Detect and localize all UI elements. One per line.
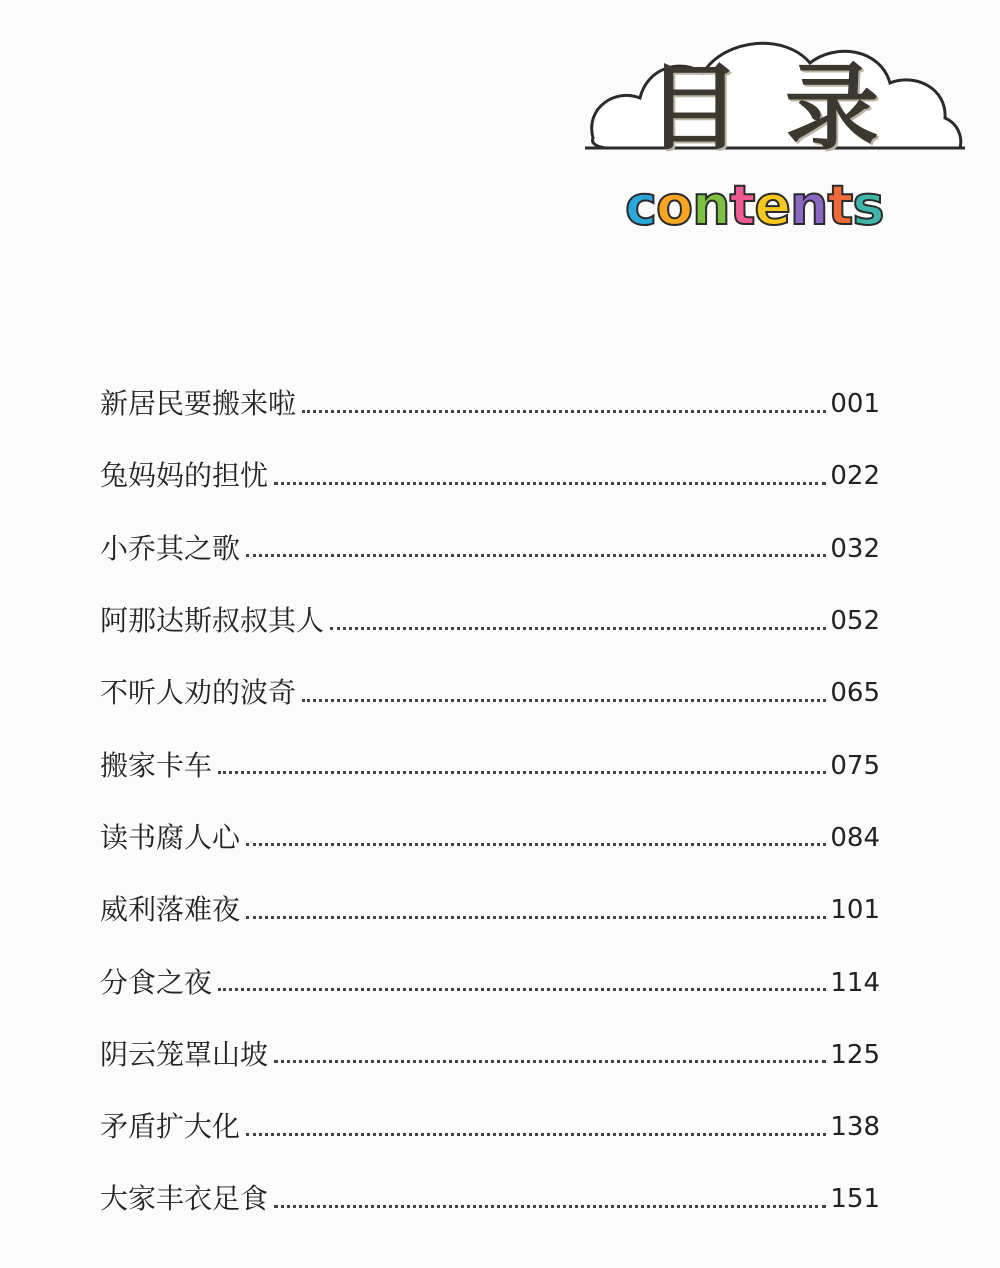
toc-entry[interactable] (100, 946, 880, 1018)
toc-entry[interactable] (100, 657, 880, 729)
toc-entry-page-number: 114 (830, 967, 880, 998)
toc-entry-page-number: 022 (830, 461, 880, 492)
toc-entry-title: 阿那达斯叔叔其人 (100, 604, 325, 638)
dotted-leader (274, 482, 826, 485)
toc-entry-title: 兔妈妈的担忧 (100, 459, 269, 493)
contents-letter: n (790, 174, 829, 237)
contents-letter: c (625, 174, 658, 237)
toc-entry-page-number: 075 (830, 750, 880, 781)
dotted-leader (246, 1133, 826, 1136)
dotted-leader (302, 410, 826, 413)
toc-entry-page-number: 065 (830, 678, 880, 709)
toc-entry-page-number: 101 (830, 895, 880, 926)
dotted-leader (218, 988, 826, 991)
dotted-leader (274, 1205, 826, 1208)
toc-entry-page-number: 138 (830, 1112, 880, 1143)
toc-entry[interactable] (100, 585, 880, 657)
toc-entry[interactable] (100, 513, 880, 585)
toc-entry-title: 大家丰衣足食 (100, 1182, 269, 1216)
toc-entry[interactable] (100, 368, 880, 440)
toc-entry[interactable] (100, 802, 880, 874)
contents-letter: o (656, 174, 694, 237)
toc-entry-title: 不听人劝的波奇 (100, 676, 297, 710)
toc-entry-page-number: 001 (830, 389, 880, 420)
contents-letter: s (852, 174, 885, 237)
toc-entry-title: 读书腐人心 (100, 820, 241, 854)
dotted-leader (246, 554, 826, 557)
toc-entry-page-number: 151 (830, 1184, 880, 1215)
toc-entry[interactable] (100, 1091, 880, 1163)
toc-entry-title: 矛盾扩大化 (100, 1110, 241, 1144)
toc-header (585, 28, 965, 237)
dotted-leader (330, 627, 826, 630)
toc-entry[interactable] (100, 874, 880, 946)
toc-entry-page-number: 084 (830, 822, 880, 853)
toc-entry[interactable] (100, 729, 880, 801)
toc-entry-title: 新居民要搬来啦 (100, 387, 297, 421)
toc-entry-title: 阴云笼罩山坡 (100, 1037, 269, 1071)
toc-entry-page-number: 032 (830, 533, 880, 564)
contents-letter: n (692, 174, 731, 237)
dotted-leader (246, 843, 826, 846)
toc-entry[interactable] (100, 1163, 880, 1235)
contents-letter: t (729, 174, 756, 237)
toc-entry-title: 搬家卡车 (100, 748, 213, 782)
dotted-leader (218, 771, 826, 774)
toc-entry-page-number: 052 (830, 606, 880, 637)
contents-letter: t (827, 174, 854, 237)
toc-entry[interactable] (100, 440, 880, 512)
contents-letter: e (754, 174, 792, 237)
dotted-leader (274, 1060, 826, 1063)
toc-entry-page-number: 125 (830, 1039, 880, 1070)
page-title: 目录 (647, 53, 924, 163)
toc-entry-title: 分食之夜 (100, 965, 213, 999)
toc-entry-title: 威利落难夜 (100, 893, 241, 927)
toc-list (100, 368, 880, 1236)
dotted-leader (246, 916, 826, 919)
toc-entry[interactable] (100, 1019, 880, 1091)
toc-entry-title: 小乔其之歌 (100, 531, 241, 565)
dotted-leader (302, 699, 826, 702)
contents-subtitle (625, 174, 885, 237)
